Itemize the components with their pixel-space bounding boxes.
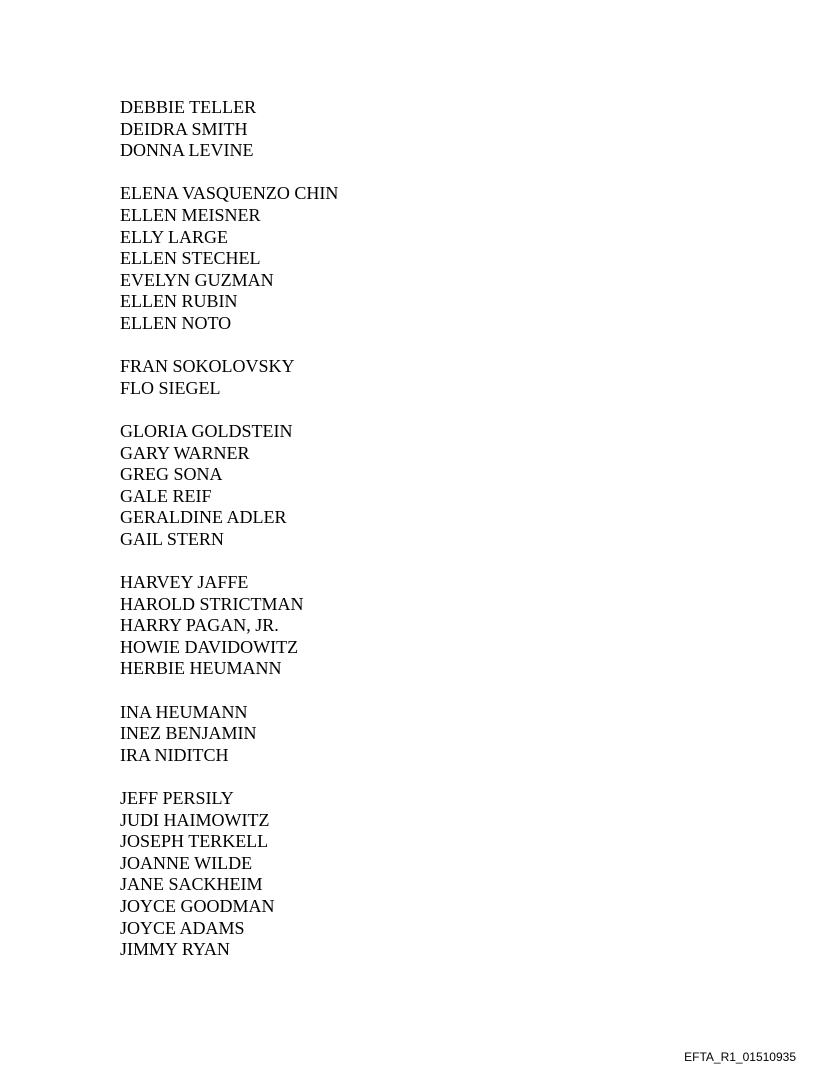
- name-group-g: [120, 421, 720, 551]
- name-entry: GLORIA GOLDSTEIN: [120, 420, 293, 441]
- name-entry: ELENA VASQUENZO CHIN: [120, 183, 339, 204]
- name-entry: HERBIE HEUMANN: [120, 658, 282, 679]
- name-entry: ELLEN STECHEL: [120, 248, 261, 269]
- name-group-e: [120, 183, 720, 334]
- name-entry: JOYCE GOODMAN: [120, 895, 275, 916]
- name-entry: ELLEN MEISNER: [120, 204, 261, 225]
- name-group-d: [120, 97, 720, 162]
- name-entry: GERALDINE ADLER: [120, 507, 287, 528]
- name-entry: GAIL STERN: [120, 528, 224, 549]
- name-entry: JOSEPH TERKELL: [120, 831, 269, 852]
- name-entry: JIMMY RYAN: [120, 939, 230, 960]
- name-entry: INA HEUMANN: [120, 701, 248, 722]
- name-group-f: [120, 356, 720, 399]
- name-entry: INEZ BENJAMIN: [120, 723, 257, 744]
- name-entry: GARY WARNER: [120, 442, 250, 463]
- name-entry: FRAN SOKOLOVSKY: [120, 356, 295, 377]
- document-id: EFTA_R1_01510935: [684, 1050, 796, 1064]
- name-entry: JEFF PERSILY: [120, 788, 234, 808]
- name-entry: GREG SONA: [120, 464, 223, 485]
- name-entry: DEIDRA SMITH: [120, 118, 248, 139]
- name-entry: IRA NIDITCH: [120, 744, 229, 765]
- name-entry: FLO SIEGEL: [120, 377, 221, 398]
- name-entry: DEBBIE TELLER: [120, 97, 257, 117]
- name-entry: HARVEY JAFFE: [120, 572, 249, 593]
- name-entry: EVELYN GUZMAN: [120, 269, 274, 290]
- name-group-i: [120, 702, 720, 767]
- name-entry: DONNA LEVINE: [120, 140, 254, 161]
- name-entry: GALE REIF: [120, 485, 212, 506]
- name-group-h: [120, 572, 720, 680]
- name-entry: JOANNE WILDE: [120, 852, 253, 873]
- name-entry: ELLY LARGE: [120, 226, 229, 247]
- name-entry: JOYCE ADAMS: [120, 917, 245, 938]
- name-entry: ELLEN RUBIN: [120, 291, 238, 312]
- name-list: [120, 97, 720, 982]
- name-entry: HARRY PAGAN, JR.: [120, 615, 279, 636]
- name-entry: HOWIE DAVIDOWITZ: [120, 636, 299, 657]
- name-group-j: [120, 788, 720, 961]
- name-entry: HAROLD STRICTMAN: [120, 593, 304, 614]
- name-entry: JANE SACKHEIM: [120, 874, 263, 895]
- name-entry: ELLEN NOTO: [120, 312, 232, 333]
- name-entry: JUDI HAIMOWITZ: [120, 809, 270, 830]
